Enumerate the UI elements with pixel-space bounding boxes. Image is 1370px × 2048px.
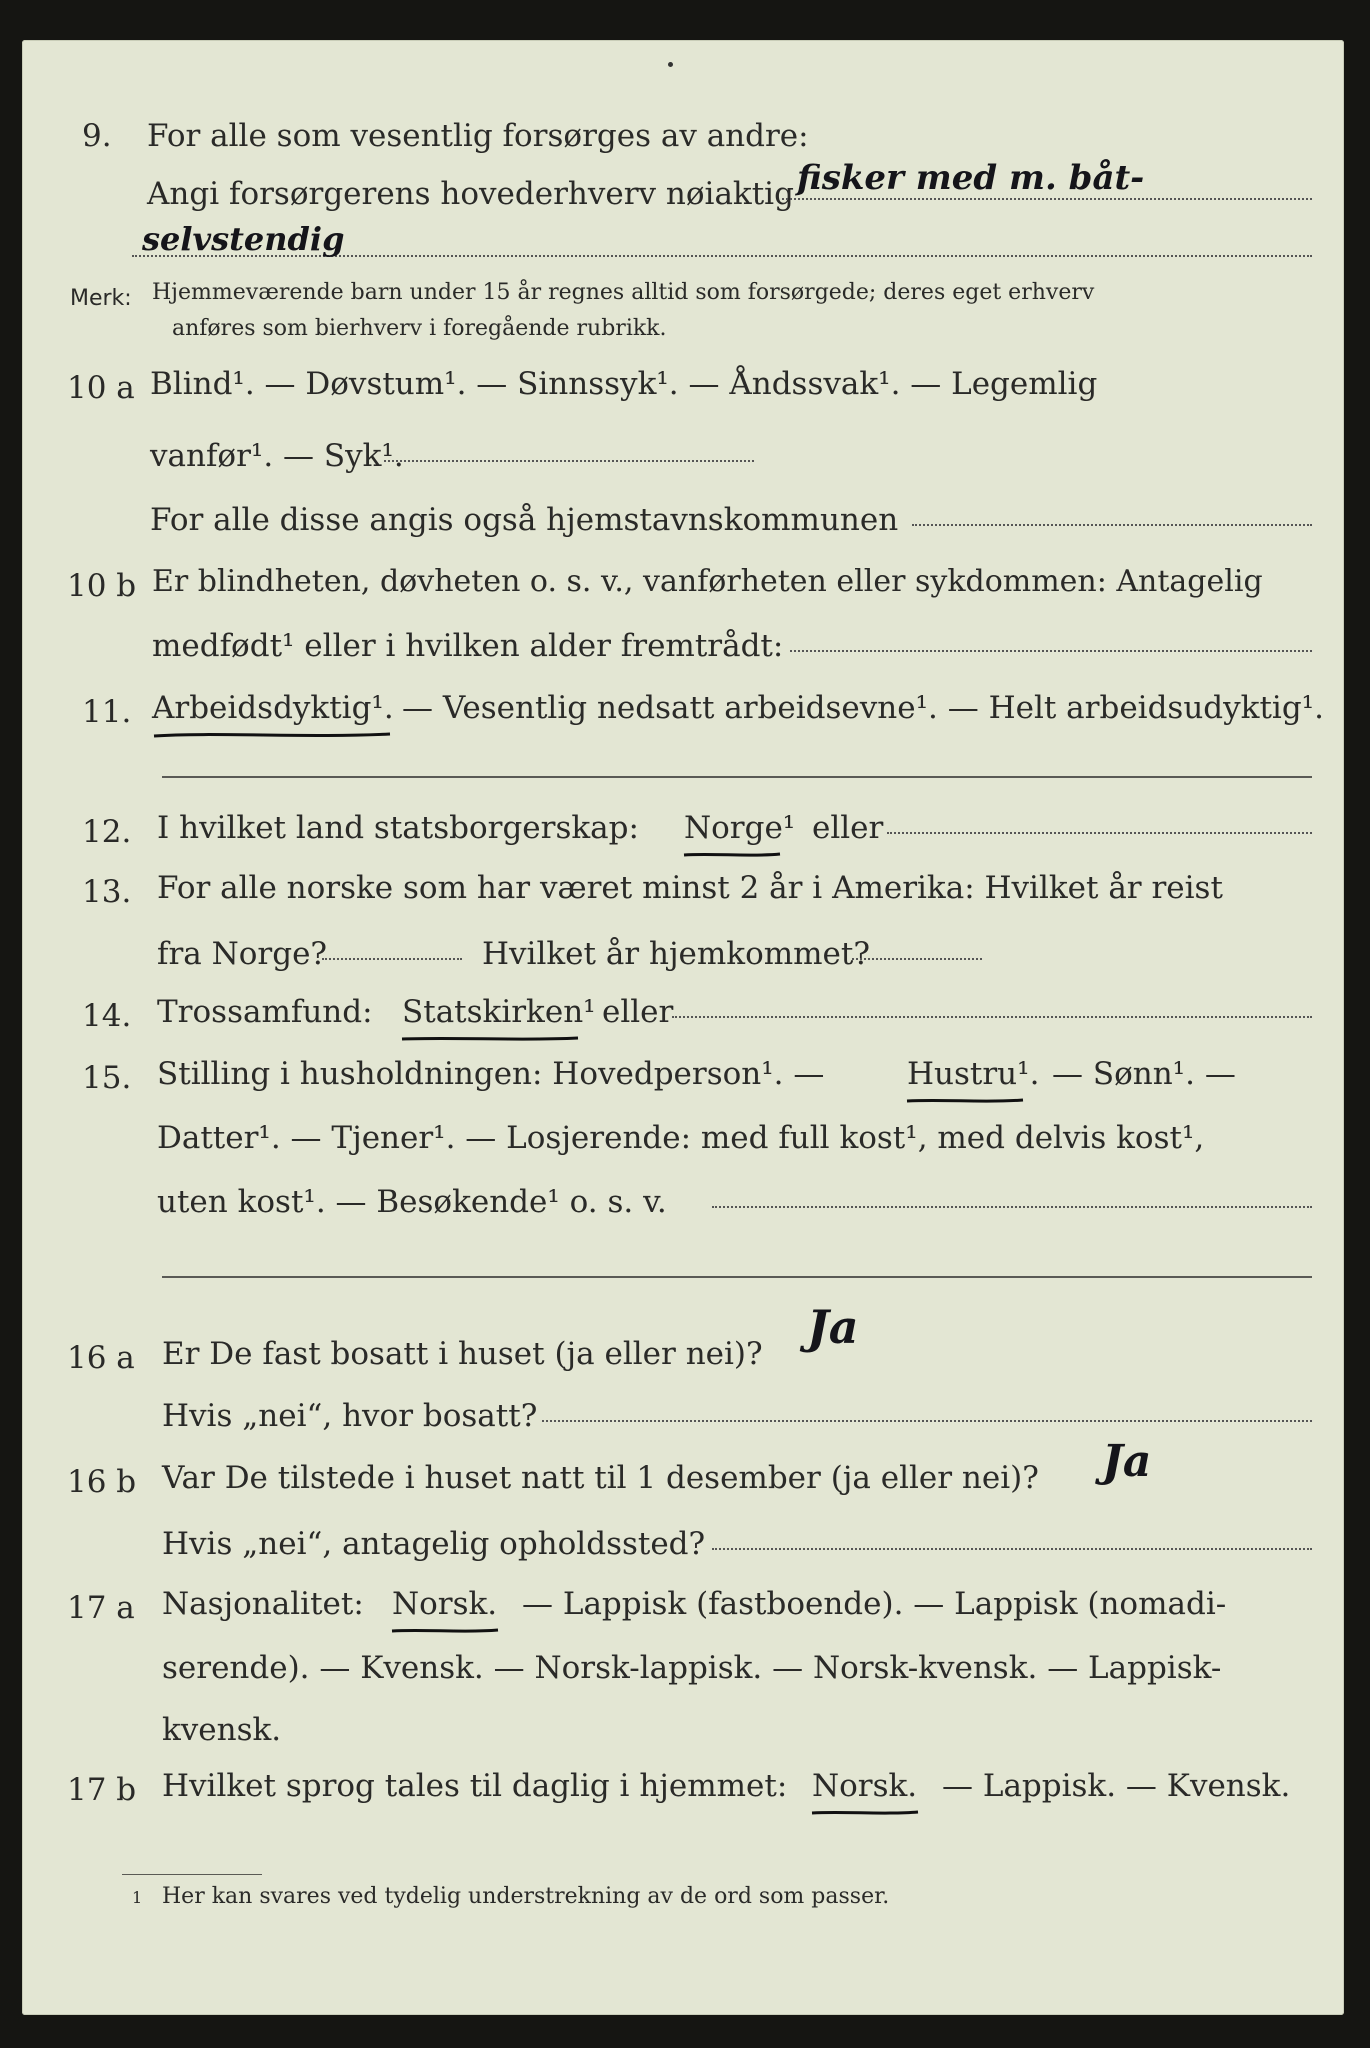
census-form-page <box>22 40 1344 2015</box>
q10b-line2-fill <box>790 650 1312 652</box>
q16b-line1: Var De tilstede i huset natt til 1 desember (ja eller nei)? <box>162 1460 1039 1496</box>
q14-number: 14. <box>82 998 132 1034</box>
footnote-mark: 1 <box>132 1888 143 1907</box>
q10b-line2: medfødt¹ eller i hvilken alder fremtrådt: <box>152 628 784 664</box>
q14-option-statskirken: Statskirken¹ <box>402 994 596 1030</box>
q12-underline-mark <box>682 850 782 856</box>
q13-line1: For alle norske som har været minst 2 år i Amerika: Hvilket år reist <box>157 870 1223 906</box>
q14-underline-mark <box>400 1034 580 1040</box>
q10b-number: 10 b <box>67 568 137 604</box>
q15-underline-mark <box>905 1096 1025 1102</box>
q11-number: 11. <box>82 694 132 730</box>
q17a-line2: serende). — Kvensk. — Norsk-lappisk. — Norsk-kvensk. — Lappisk- <box>162 1650 1222 1686</box>
q10a-line1: Blind¹. — Døvstum¹. — Sinnssyk¹. — Åndssvak¹. — Legemlig <box>150 366 1098 402</box>
q11-rest: — Vesentlig nedsatt arbeidsevne¹. — Helt arbeidsudyktig¹. <box>402 690 1324 726</box>
q9-line1: For alle som vesentlig forsørges av andre: <box>147 118 809 154</box>
q12-label: I hvilket land statsborgerskap: <box>157 810 639 846</box>
footnote-divider <box>122 1874 262 1875</box>
q16b-answer-handwriting: Ja <box>1102 1436 1152 1487</box>
q13-line2a: fra Norge? <box>157 936 328 972</box>
q16b-line2: Hvis „nei“, antagelig opholdssted? <box>162 1526 706 1562</box>
q9-answer-handwriting-1: fisker med m. båt- <box>797 158 1145 198</box>
q12-option-norge: Norge¹ <box>684 810 796 846</box>
q9-answer-handwriting-2: selvstendig <box>142 220 345 258</box>
q11-option-arbeidsdyktig: Arbeidsdyktig¹. <box>152 690 394 726</box>
q17a-line1-rest: — Lappisk (fastboende). — Lappisk (nomadi- <box>522 1586 1227 1622</box>
q16a-answer-handwriting: Ja <box>807 1300 859 1354</box>
q17a-underline-mark <box>390 1626 500 1632</box>
q10a-line2-fill <box>384 460 754 462</box>
footnote-text: Her kan svares ved tydelig understrekning av de ord som passer. <box>162 1884 890 1909</box>
q13-line2b: Hvilket år hjemkommet? <box>482 936 870 972</box>
q17b-label: Hvilket sprog tales til daglig i hjemmet: <box>162 1768 788 1804</box>
q15-number: 15. <box>82 1060 132 1096</box>
q16b-fill <box>712 1548 1312 1550</box>
q9-number: 9. <box>82 118 112 154</box>
q9-line2-label: Angi forsørgerens hovederhverv nøiaktig <box>147 176 794 212</box>
q10a-number: 10 a <box>67 370 135 406</box>
q13-fill-a <box>322 958 462 960</box>
paper-speck <box>668 62 673 67</box>
q15-line1a: Stilling i husholdningen: Hovedperson¹. — <box>157 1056 825 1092</box>
q17b-number: 17 b <box>67 1772 137 1808</box>
q15-line2: Datter¹. — Tjener¹. — Losjerende: med full kost¹, med delvis kost¹, <box>157 1120 1205 1156</box>
q10a-line3-fill <box>912 524 1312 526</box>
q9-note-line2: anføres som bierhverv i foregående rubrikk. <box>172 316 667 341</box>
q13-number: 13. <box>82 874 132 910</box>
q10b-line1: Er blindheten, døvheten o. s. v., vanførheten eller sykdommen: Antagelig <box>152 564 1263 599</box>
q17a-option-norsk: Norsk. <box>392 1586 498 1622</box>
q15-blank-line <box>162 1276 1312 1278</box>
q17a-label: Nasjonalitet: <box>162 1586 364 1622</box>
q17a-line3: kvensk. <box>162 1712 282 1748</box>
q17a-number: 17 a <box>67 1590 135 1626</box>
q17b-option-norsk: Norsk. <box>812 1768 918 1804</box>
q16a-line2: Hvis „nei“, hvor bosatt? <box>162 1398 538 1434</box>
q11-blank-line <box>162 776 1312 778</box>
q15-line1b: — Sønn¹. — <box>1052 1056 1236 1092</box>
q16a-fill <box>542 1420 1312 1422</box>
q9-answer-line <box>782 198 1312 200</box>
q15-option-hustru: Hustru¹. <box>907 1056 1040 1092</box>
q12-number: 12. <box>82 814 132 850</box>
q15-line3: uten kost¹. — Besøkende¹ o. s. v. <box>157 1184 667 1220</box>
q15-fill <box>712 1206 1312 1208</box>
q16a-number: 16 a <box>67 1340 135 1376</box>
q16b-number: 16 b <box>67 1464 137 1500</box>
q11-underline-mark <box>152 730 392 736</box>
q10a-line2: vanfør¹. — Syk¹. <box>150 438 404 474</box>
q12-rest: eller <box>812 810 884 846</box>
q14-fill <box>672 1016 1312 1018</box>
q16a-line1: Er De fast bosatt i huset (ja eller nei)? <box>162 1336 763 1372</box>
q9-note-line1: Hjemmeværende barn under 15 år regnes alltid som forsørgede; deres eget erhverv <box>152 280 1095 305</box>
q10a-line3: For alle disse angis også hjemstavnskommunen <box>150 502 899 538</box>
q14-rest: eller <box>602 994 674 1030</box>
q9-note-label: Merk: <box>70 286 132 311</box>
q14-label: Trossamfund: <box>157 994 373 1030</box>
q13-fill-b <box>852 958 982 960</box>
q17b-rest: — Lappisk. — Kvensk. <box>942 1768 1291 1804</box>
q17b-underline-mark <box>810 1808 920 1814</box>
q12-fill <box>887 832 1312 834</box>
